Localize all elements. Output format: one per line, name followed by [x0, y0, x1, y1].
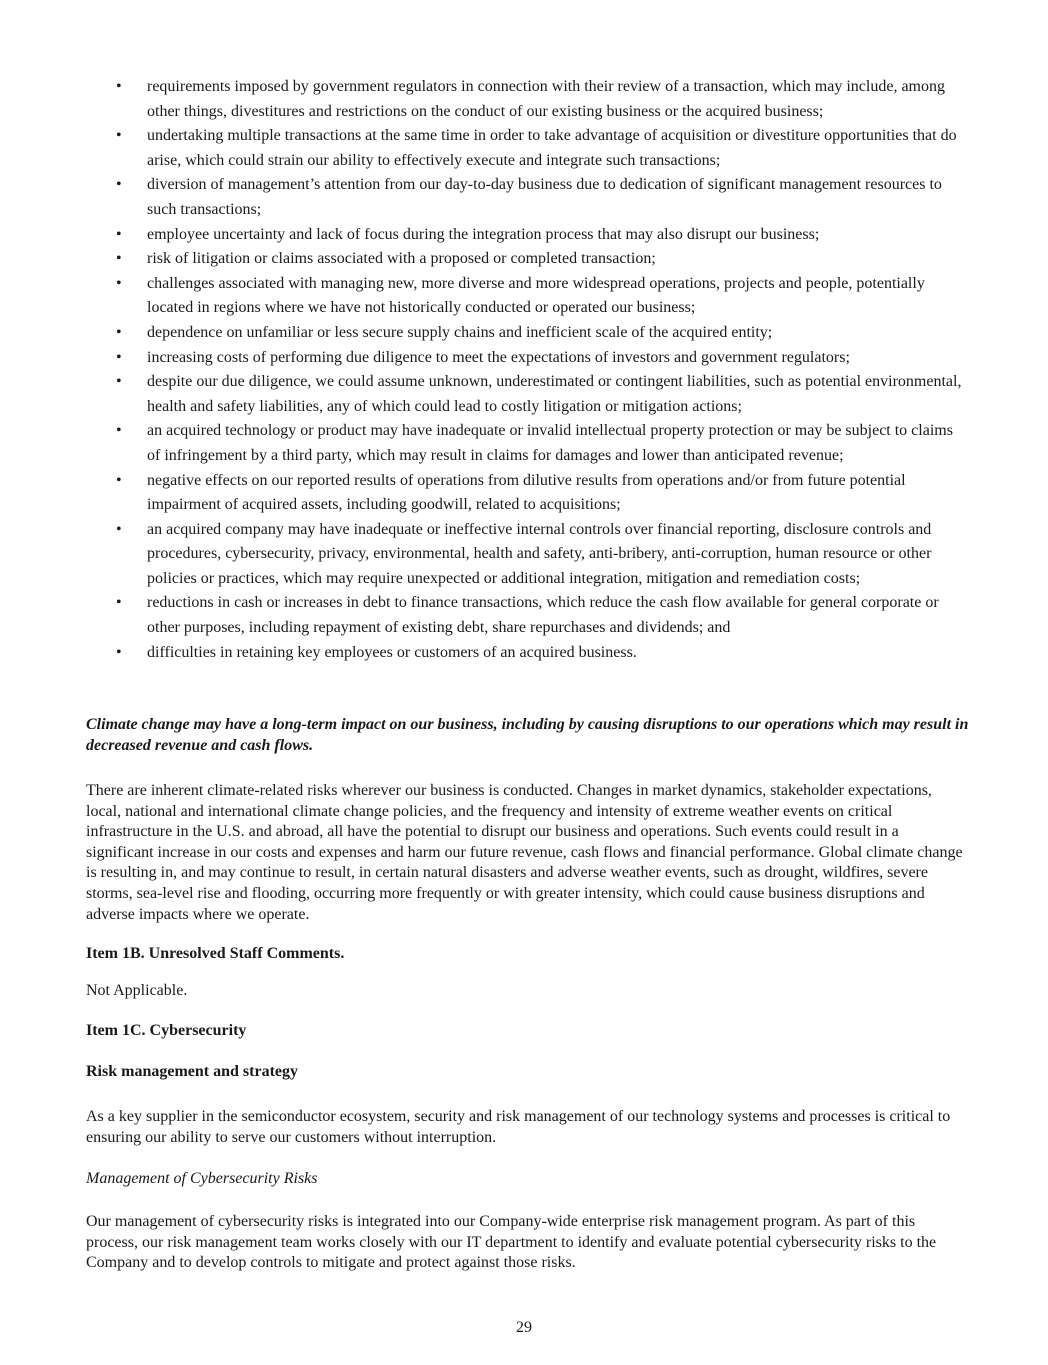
item-1b-body: Not Applicable. — [86, 982, 188, 999]
bullet-text: requirements imposed by government regulators in connection with their review of a transaction, which may include, among other things, divestitures and restrictions on the conduct of our existing business or the acquired business; — [147, 78, 945, 120]
list-item — [0, 469, 1048, 518]
bullet-text: undertaking multiple transactions at the same time in order to take advantage of acquisition or divestiture opportunities that do arise, which could strain our ability to effectively execute and integrate such transactions; — [147, 127, 957, 169]
bullet-text: employee uncertainty and lack of focus during the integration process that may also disrupt our business; — [147, 225, 820, 243]
item-1b-heading: Item 1B. Unresolved Staff Comments. — [86, 945, 345, 962]
bullet-marker: • — [116, 127, 122, 145]
bullet-marker: • — [116, 643, 122, 661]
bullet-text: dependence on unfamiliar or less secure supply chains and inefficient scale of the acquired entity; — [147, 323, 773, 341]
list-item — [0, 124, 1048, 173]
climate-change-heading: Climate change may have a long-term impact on our business, including by causing disruptions to our operations which may result in decreased revenue and cash flows. — [86, 716, 969, 754]
bullet-marker: • — [116, 373, 122, 391]
bullet-text: increasing costs of performing due diligence to meet the expectations of investors and government regulators; — [147, 348, 850, 366]
list-item — [0, 370, 1048, 419]
bullet-marker: • — [116, 471, 122, 489]
bullet-marker: • — [116, 348, 122, 366]
bullet-text: difficulties in retaining key employees or customers of an acquired business. — [147, 643, 637, 661]
bullet-text: reductions in cash or increases in debt to finance transactions, which reduce the cash flow available for general corporate or other purposes, including repayment of existing debt, share repurchases and dividends; and — [147, 594, 939, 637]
bullet-text: diversion of management’s attention from our day-to-day business due to dedication of significant management resources to such transactions; — [147, 176, 942, 218]
page-number: 29 — [516, 1319, 532, 1336]
management-cyber-risks-heading: Management of Cybersecurity Risks — [86, 1170, 318, 1187]
bullet-marker: • — [116, 520, 122, 538]
list-item — [0, 223, 1048, 248]
list-item — [0, 419, 1048, 468]
risk-bullet-list — [0, 75, 1048, 665]
item-1c-heading: Item 1C. Cybersecurity — [86, 1022, 247, 1039]
bullet-marker: • — [116, 250, 122, 268]
bullet-marker: • — [116, 225, 122, 243]
risk-management-subheading: Risk management and strategy — [86, 1063, 298, 1080]
list-item — [0, 272, 1048, 321]
list-item — [0, 641, 1048, 666]
list-item — [0, 321, 1048, 346]
list-item — [0, 518, 1048, 592]
bullet-text: challenges associated with managing new, more diverse and more widespread operations, projects and people, potentially located in regions where we have not historically conducted or operated our business; — [147, 274, 925, 317]
bullet-text: an acquired company may have inadequate or ineffective internal controls over financial reporting, disclosure controls and procedures, cybersecurity, privacy, environmental, health and safety, anti-bribery, anti-corruption, human resource or other policies or practices, which may require unexpected or additional integration, mitigation and remediation costs; — [147, 520, 932, 587]
bullet-marker: • — [116, 176, 122, 194]
list-item — [0, 173, 1048, 222]
climate-change-paragraph: There are inherent climate-related risks wherever our business is conducted. Changes in market dynamics, stakeholder expectations, local, national and international climate change policies, and the frequency and intensity of extreme weather events on critical infrastructure in the U.S. and abroad, all have the potential to disrupt our business and operations. Such events could result in a significant increase in our costs and expenses and harm our future revenue, cash flows and financial performance. Global climate change is resulting in, and may continue to result, in certain natural disasters and adverse weather events, such as drought, wildfires, severe storms, sea-level rise and flooding, occurring more frequently or with greater intensity, which could cause business disruptions and adverse impacts where we operate. — [86, 782, 963, 923]
list-item — [0, 591, 1048, 640]
bullet-text: despite our due diligence, we could assume unknown, underestimated or contingent liabilities, such as potential environmental, health and safety liabilities, any of which could lead to costly litigation or mitigation actions; — [147, 373, 962, 415]
cybersecurity-intro-paragraph: As a key supplier in the semiconductor ecosystem, security and risk management of our technology systems and processes is critical to ensuring our ability to serve our customers without interruption. — [86, 1108, 951, 1146]
list-item — [0, 247, 1048, 272]
bullet-marker: • — [116, 323, 122, 341]
management-cyber-risks-paragraph: Our management of cybersecurity risks is integrated into our Company-wide enterprise risk management program. As part of this process, our risk management team works closely with our IT department to identify and evaluate potential cybersecurity risks to the Company and to develop controls to mitigate and protect against those risks. — [86, 1213, 937, 1272]
bullet-text: risk of litigation or claims associated with a proposed or completed transaction; — [147, 250, 656, 268]
bullet-marker: • — [116, 274, 122, 292]
bullet-marker: • — [116, 594, 122, 612]
bullet-marker: • — [116, 78, 122, 95]
list-item — [0, 75, 1048, 124]
list-item — [0, 346, 1048, 371]
bullet-marker: • — [116, 422, 122, 440]
bullet-text: negative effects on our reported results of operations from dilutive results from operations and/or from future potential impairment of acquired assets, including goodwill, related to acquisitions; — [147, 471, 906, 514]
bullet-text: an acquired technology or product may have inadequate or invalid intellectual property protection or may be subject to claims of infringement by a third party, which may result in claims for damages and lower than anticipated revenue; — [147, 422, 953, 464]
